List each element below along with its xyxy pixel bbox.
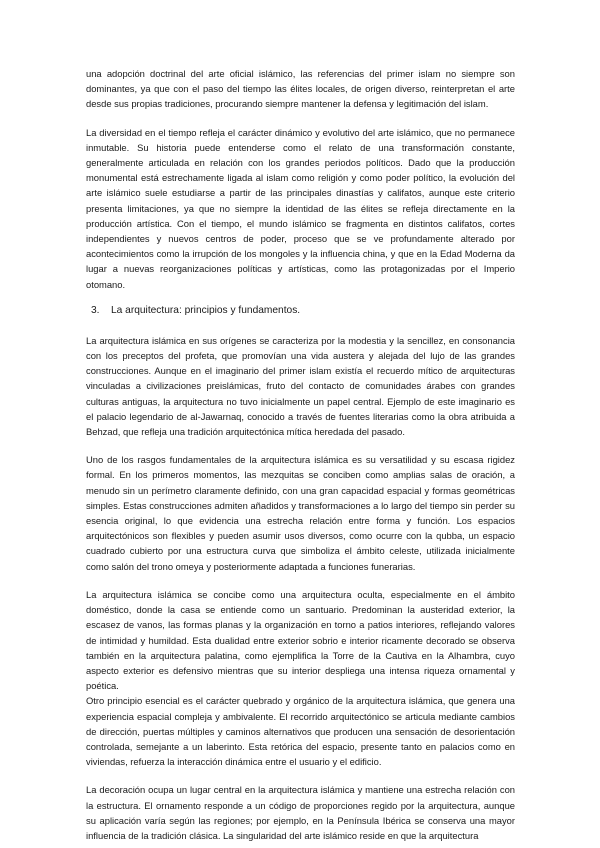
section-number: 3. [91,304,100,316]
paragraph-broken-character: Otro principio esencial es el carácter quebrado y orgánico de la arquitectura islámica, que genera una experiencia espacial compleja y ambivalente. El recorrido arquitectónico se articula mediante cambios de dirección, puertas múltiples y caminos alternativos que producen una sensación de desorientación controlada, semejante a un laberinto. Esta retórica del espacio, presente tanto en palacios como en viviendas, refuerza la interacción dinámica entre el usuario y el edificio. [86,695,515,768]
paragraph-versatility: Uno de los rasgos fundamentales de la arquitectura islámica es su versatilidad y su escasa rigidez formal. En los primeros momentos, las mezquitas se conciben como amplias salas de oración, a menudo sin un perímetro claramente definido, con una gran capacidad espacial y formas geométricas simples. Estas construcciones admiten añadidos y transformaciones a lo largo del tiempo sin perder su esencia original, lo que evidencia una estrecha relación entre forma y función. Los espacios arquitectónicos son flexibles y pueden asumir usos diversos, como ocurre con la qubba, un espacio cuadrado cubierto por una estructura curva que simboliza el ámbito celeste, utilizada inicialmente como salón del trono omeya y posteriormente adaptada a funciones funerarias. [86,454,515,572]
section-heading [91,303,515,318]
paragraph-adoption: una adopción doctrinal del arte oficial islámico, las referencias del primer islam no siempre son dominantes, ya que con el paso del tiempo las élites locales, de origen diverso, reinterpretan el arte desde sus propias tradiciones, procurando siempre mantener la defensa y legitimación del islam. [86,68,515,110]
paragraph-decoration: La decoración ocupa un lugar central en la arquitectura islámica y mantiene una estrecha relación con la estructura. El ornamento responde a un código de proporciones regido por la arquitectura, aunque su aplicación varía según las regiones; por ejemplo, en la Península Ibérica se conserva una mayor influencia de la tradición clásica. La singularidad del arte islámico reside en que la arquitectura [86,784,515,841]
section-title: La arquitectura: principios y fundamentos. [111,304,301,316]
paragraph-diversity: La diversidad en el tiempo refleja el carácter dinámico y evolutivo del arte islámico, que no permanece inmutable. Su historia puede entenderse como el relato de una transformación constante, generalmente articulada en relación con los grandes periodos políticos. Dado que la producción monumental está estrechamente ligada al islam como religión y como poder político, la evolución del arte islámico suele estudiarse a partir de las principales dinastías y califatos, aunque este criterio presenta limitaciones, ya que no siempre la identidad de las élites se refleja directamente en la producción artística. Con el tiempo, el mundo islámico se fragmenta en distintos califatos, cortes independientes y nuevos centros de poder, proceso que se ve profundamente alterado por acontecimientos como la irrupción de los mongoles y la influencia china, y que en la Edad Moderna da lugar a nuevas reorganizaciones políticas y artísticas, como las protagonizadas por el Imperio otomano. [86,126,515,290]
paragraph-hidden-architecture: La arquitectura islámica se concibe como una arquitectura oculta, especialmente en el ámbito doméstico, donde la casa se entiende como un santuario. Predominan la austeridad exterior, la escasez de vanos, las formas planas y la organización en torno a patios interiores, reflejando valores de intimidad y humildad. Esta dualidad entre exterior sobrio e interior ricamente decorado se observa también en la arquitectura palatina, como ejemplifica la Torre de la Cautiva en la Alhambra, cuyo aspecto exterior es defensivo mientras que su interior despliega una intensa riqueza ornamental y poética. [86,588,515,692]
paragraph-origins: La arquitectura islámica en sus orígenes se caracteriza por la modestia y la sencillez, en consonancia con los preceptos del profeta, que promovían una vida austera y alejada del lujo de las grandes construcciones. Aunque en el imaginario del primer islam existía el recuerdo mítico de arquitecturas vinculadas a civilizaciones preislámicas, fruto del contacto de comunidades árabes con grandes culturas antiguas, la arquitectura no tuvo inicialmente un papel central. Ejemplo de este imaginario es el palacio legendario de al-Jawarnaq, conocido a través de fuentes literarias como la obra atribuida a Behzad, que refleja una tradición arquitectónica mítica heredada del pasado. [86,334,515,438]
